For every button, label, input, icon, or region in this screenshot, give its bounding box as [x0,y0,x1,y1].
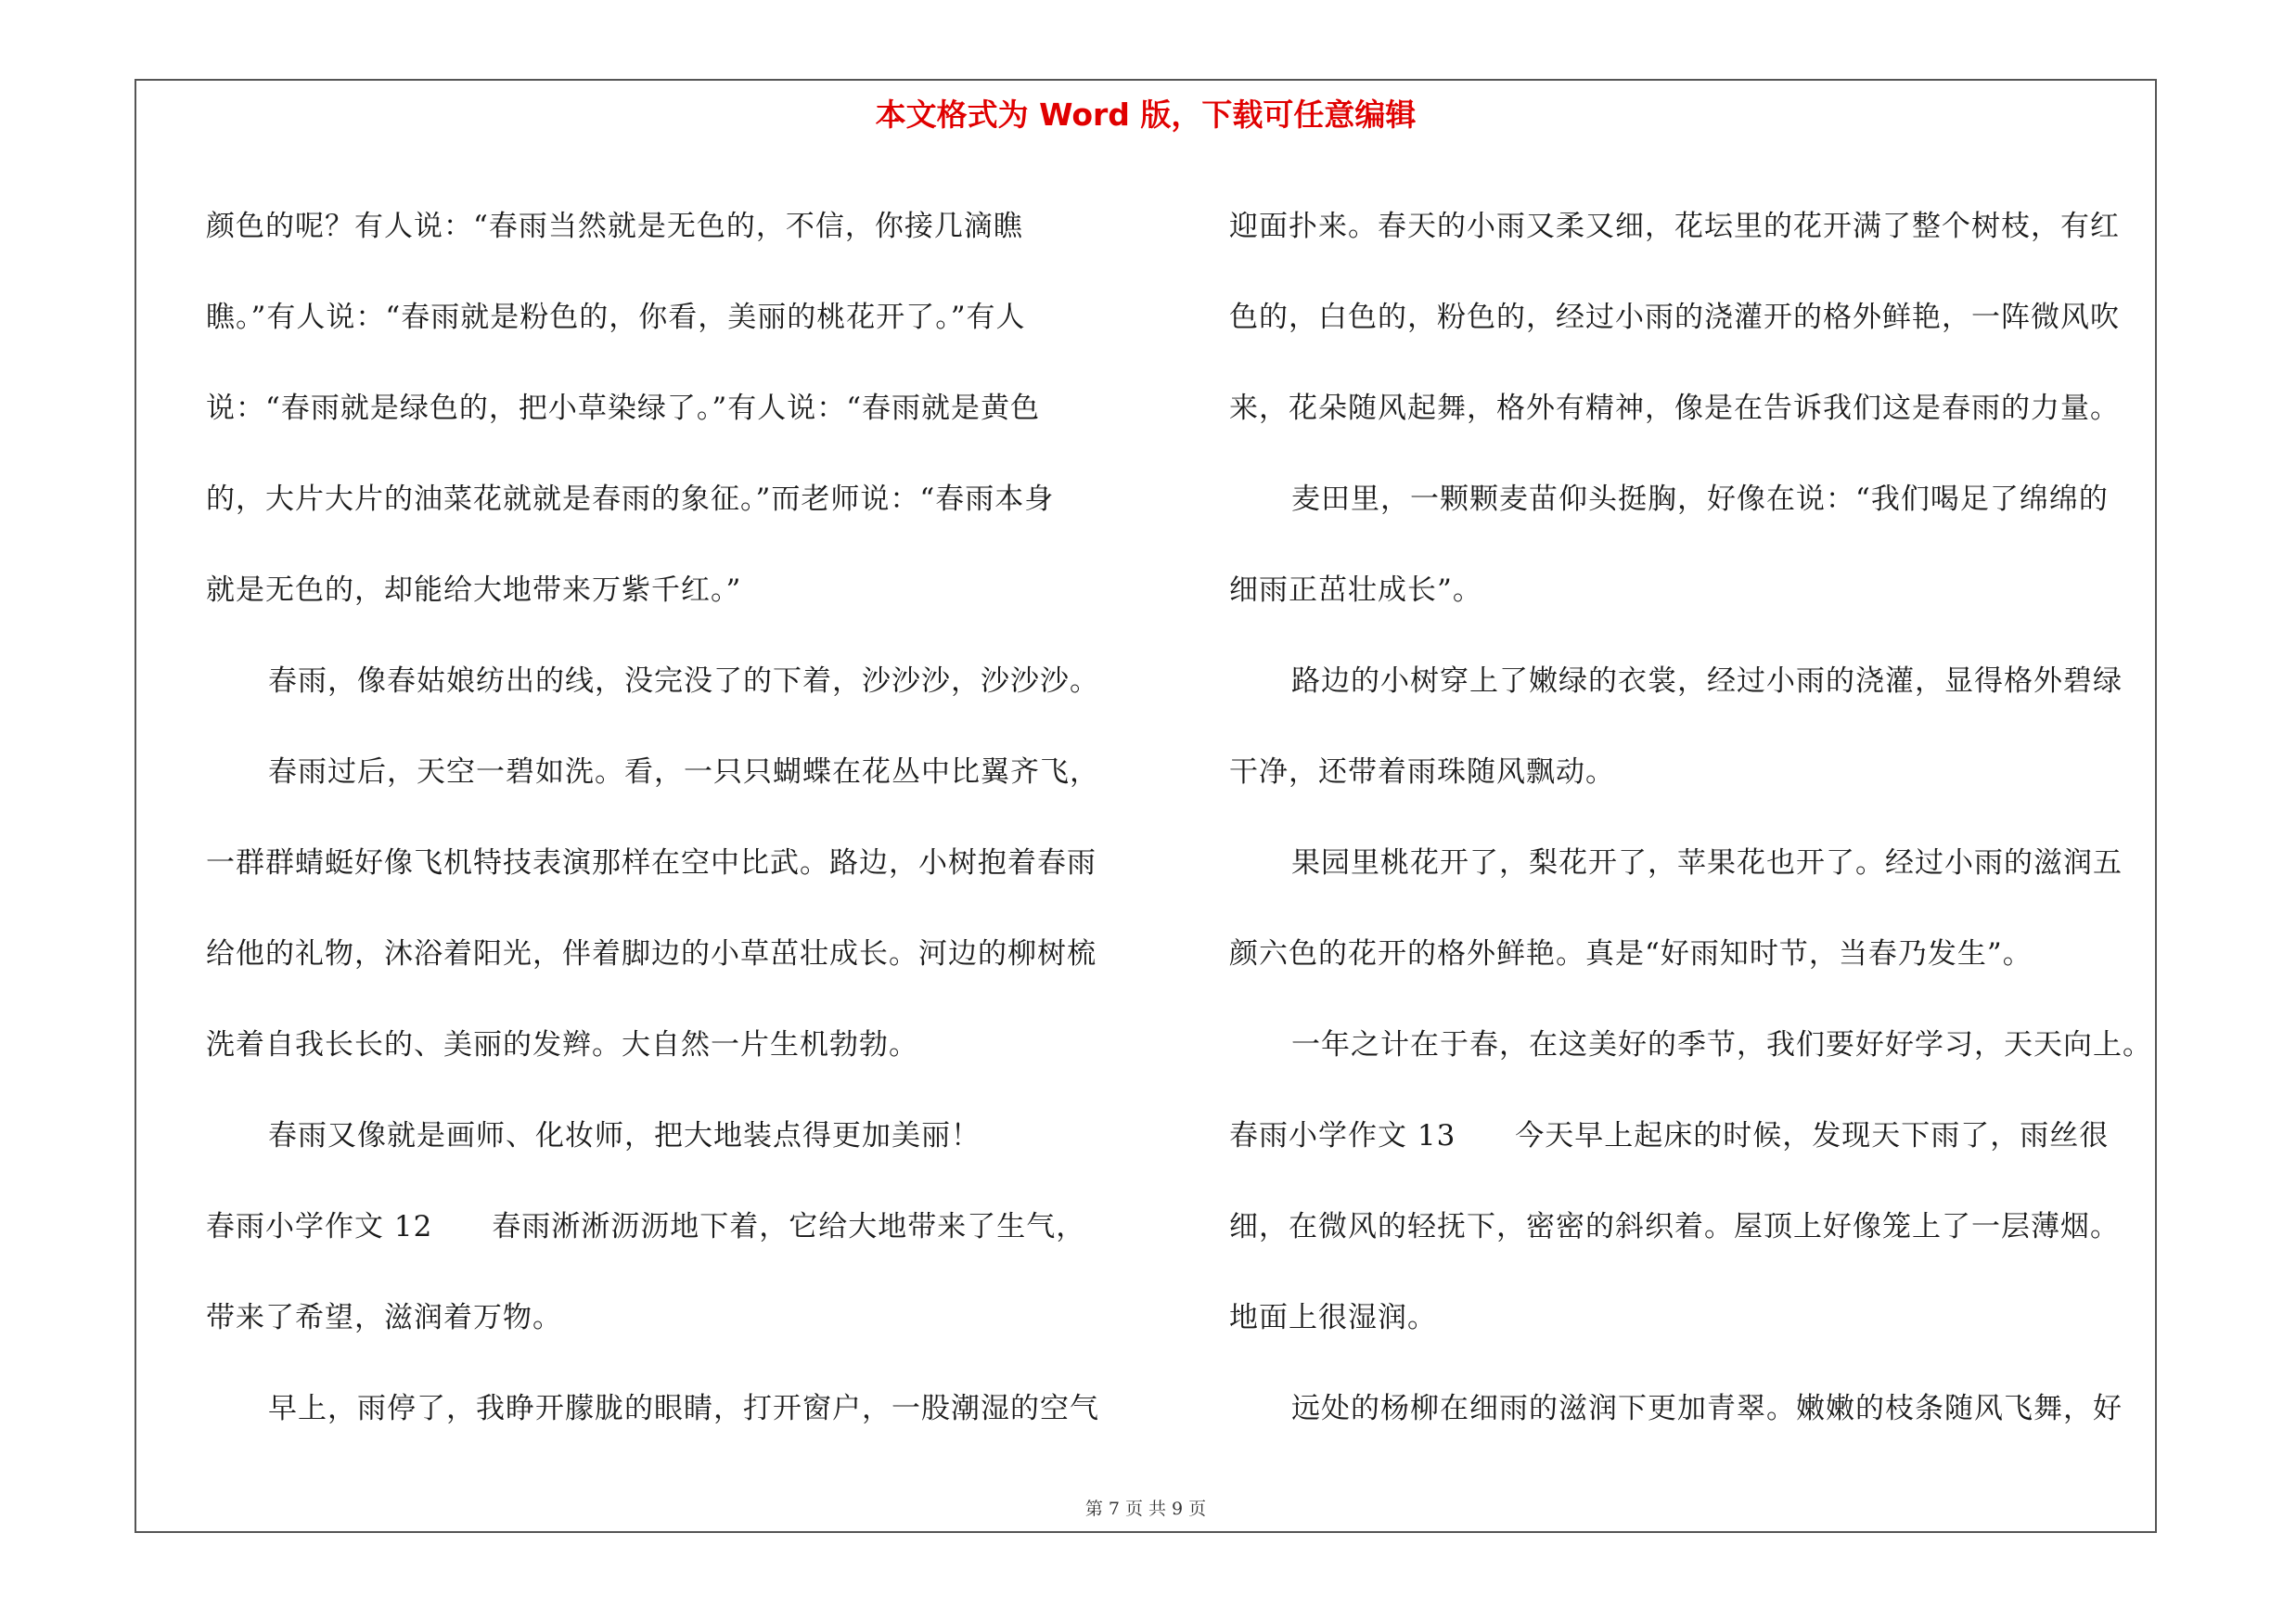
text-line: 迎面扑来。春天的小雨又柔又细，花坛里的花开满了整个树枝，有红 [1229,210,2120,243]
text-line: 果园里桃花开了，梨花开了，苹果花也开了。经过小雨的滋润五 [1291,846,2123,880]
text-line: 春雨，像春姑娘纺出的线，没完没了的下着，沙沙沙，沙沙沙。 [268,664,1099,698]
text-line: 细，在微风的轻抚下，密密的斜织着。屋顶上好像笼上了一层薄烟。 [1229,1210,2120,1243]
text-line: 瞧。”有人说：“春雨就是粉色的，你看，美丽的桃花开了。”有人 [206,301,1026,334]
text-line: 远处的杨柳在细雨的滋润下更加青翠。嫩嫩的枝条随风飞舞，好 [1291,1392,2123,1425]
text-line: 带来了希望，滋润着万物。 [206,1301,562,1334]
section-heading-line: 春雨小学作文 13 今天早上起床的时候，发现天下雨了，雨丝很 [1229,1119,2110,1153]
text-line: 一群群蜻蜓好像飞机特技表演那样在空中比武。路边，小树抱着春雨 [206,846,1097,880]
text-line: 颜色的呢？有人说：“春雨当然就是无色的，不信，你接几滴瞧 [206,210,1023,243]
text-line: 来，花朵随风起舞，格外有精神，像是在告诉我们这是春雨的力量。 [1229,392,2120,425]
format-banner: 本文格式为 Word 版，下载可任意编辑 [875,97,1417,133]
text-line: 说：“春雨就是绿色的，把小草染绿了。”有人说：“春雨就是黄色 [206,392,1041,425]
text-line: 细雨正茁壮成长”。 [1229,573,1482,607]
right-column [1229,181,2194,1454]
text-line: 早上，雨停了，我睁开朦胧的眼睛，打开窗户，一股潮湿的空气 [268,1392,1099,1425]
text-line: 一年之计在于春，在这美好的季节，我们要好好学习，天天向上。 [1291,1028,2152,1062]
page-frame [135,79,2157,1533]
text-line: 地面上很湿润。 [1229,1301,1437,1334]
text-line: 颜六色的花开的格外鲜艳。真是“好雨知时节，当春乃发生”。 [1229,937,2033,971]
page-number: 第 7 页 共 9 页 [1084,1499,1207,1519]
text-line: 春雨又像就是画师、化妆师，把大地装点得更加美丽！ [268,1119,981,1153]
text-line: 就是无色的，却能给大地带来万紫千红。” [206,573,742,607]
text-line: 干净，还带着雨珠随风飘动。 [1229,755,1615,789]
text-line: 色的，白色的，粉色的，经过小雨的浇灌开的格外鲜艳，一阵微风吹 [1229,301,2120,334]
section-heading-line: 春雨小学作文 12 春雨淅淅沥沥地下着，它给大地带来了生气， [206,1210,1086,1243]
text-line: 春雨过后，天空一碧如洗。看，一只只蝴蝶在花丛中比翼齐飞， [268,755,1099,789]
text-line: 麦田里，一颗颗麦苗仰头挺胸，好像在说：“我们喝足了绵绵的 [1291,483,2109,516]
text-line: 的，大片大片的油菜花就就是春雨的象征。”而老师说：“春雨本身 [206,483,1055,516]
text-line: 给他的礼物，沐浴着阳光，伴着脚边的小草茁壮成长。河边的柳树梳 [206,937,1097,971]
text-line: 洗着自我长长的、美丽的发辫。大自然一片生机勃勃。 [206,1028,918,1062]
text-line: 路边的小树穿上了嫩绿的衣裳，经过小雨的浇灌，显得格外碧绿 [1291,664,2123,698]
left-column [206,181,1171,1454]
